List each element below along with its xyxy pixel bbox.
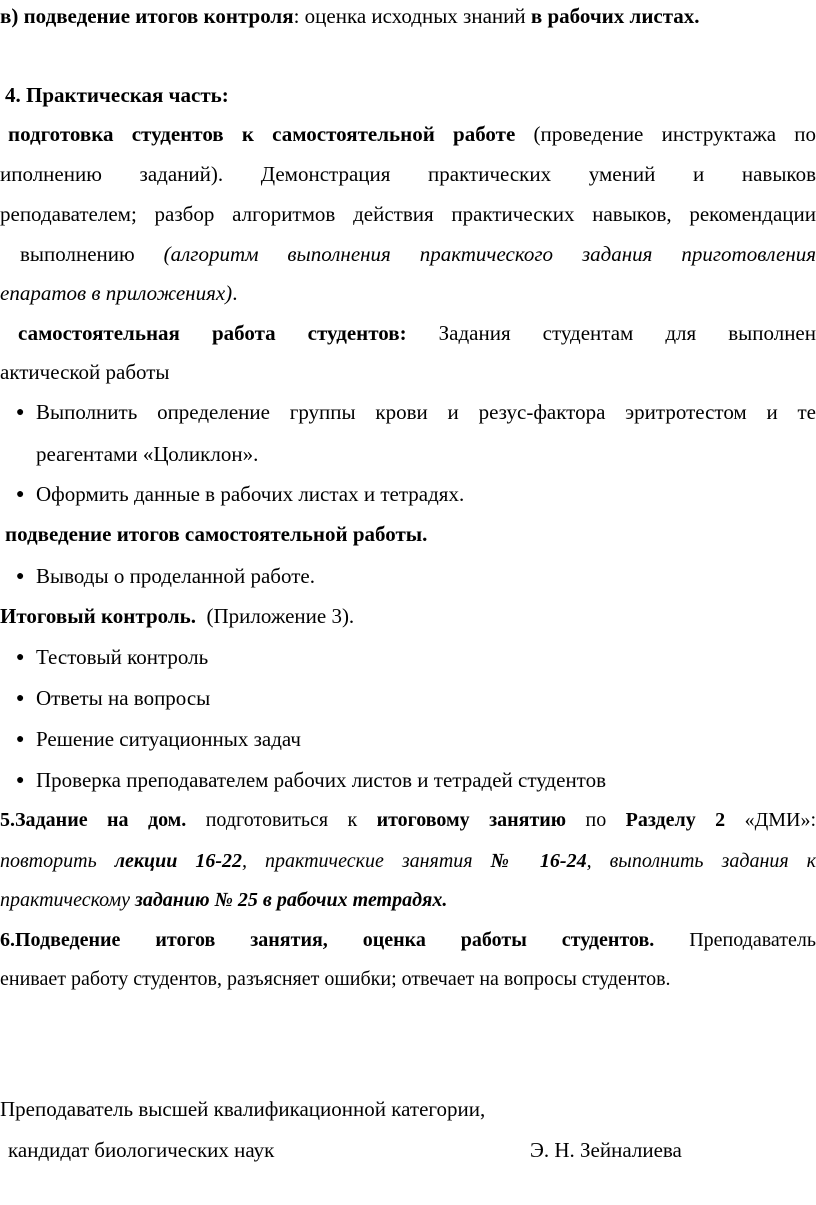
homework-line xyxy=(0,888,447,912)
heading-text: 4. Практическая часть: xyxy=(5,83,229,107)
bold-text: 6.Подведение итогов занятия, оценка работы студентов. xyxy=(0,929,655,951)
paragraph-line: иполнению заданий). Демонстрация практических умений и навыков xyxy=(0,162,816,186)
bold-text: 5.Задание на дом. xyxy=(0,809,187,831)
paragraph-line: актической работы xyxy=(0,360,170,384)
bullet-icon: ● xyxy=(16,569,25,584)
paragraph-line xyxy=(20,242,816,266)
signature-name: Э. Н. Зейналиева xyxy=(530,1138,682,1162)
bold-text: итоговому занятию xyxy=(376,809,567,831)
bullet-icon: ● xyxy=(16,405,25,420)
text: «ДМИ»: xyxy=(725,809,816,831)
paragraph-line xyxy=(0,281,237,305)
text: выполнению xyxy=(20,242,164,266)
bold-text: подготовка студентов к самостоятельной работе xyxy=(8,122,516,146)
list-item: Решение ситуационных задач xyxy=(36,727,301,751)
summary-line: енивает работу студентов, разъясняет ошибки; отвечает на вопросы студентов. xyxy=(0,968,671,990)
text: . xyxy=(232,281,238,305)
list-item: Проверка преподавателем рабочих листов и тетрадей студентов xyxy=(36,768,606,792)
bold-text: самостоятельная работа студентов: xyxy=(18,321,407,345)
list-item-continuation: реагентами «Цоликлон». xyxy=(36,442,259,466)
text: : оценка исходных знаний xyxy=(293,4,531,28)
bold-text: в) подведение итогов контроля xyxy=(0,4,294,28)
text: по xyxy=(566,809,626,831)
paragraph-line xyxy=(18,321,816,345)
italic-text: , практические занятия xyxy=(242,850,491,872)
bullet-icon: ● xyxy=(16,732,25,747)
text: Преподаватель xyxy=(654,929,816,951)
homework-line xyxy=(0,808,816,832)
bold-italic-text: заданию № 25 в рабочих тетрадях. xyxy=(135,889,448,911)
text: (проведение инструктажа по xyxy=(515,122,816,146)
list-item: Ответы на вопросы xyxy=(36,686,211,710)
paragraph-line: реподавателем; разбор алгоритмов действия практических навыков, рекомендации xyxy=(0,202,816,226)
italic-text: повторить xyxy=(0,850,115,872)
bold-text: в рабочих листах. xyxy=(530,4,700,28)
bullet-icon: ● xyxy=(16,691,25,706)
bullet-icon: ● xyxy=(16,487,25,502)
italic-text: практическому xyxy=(0,889,136,911)
signature-degree: кандидат биологических наук xyxy=(8,1138,275,1162)
bold-italic-text: № 16-24 xyxy=(490,850,587,872)
bold-text: Разделу 2 xyxy=(625,809,726,831)
final-control-heading xyxy=(0,604,354,628)
bold-italic-text: лекции 16-22 xyxy=(114,850,243,872)
control-summary-line xyxy=(0,4,700,28)
subheading xyxy=(5,522,427,546)
bold-text: подведение итогов самостоятельной работы. xyxy=(5,522,428,546)
text: (Приложение 3). xyxy=(195,604,355,628)
bold-text: Итоговый контроль. xyxy=(0,604,196,628)
signature-title: Преподаватель высшей квалификационной категории, xyxy=(0,1097,486,1121)
italic-text: (алгоритм выполнения практического задания приготовления xyxy=(163,242,816,266)
list-item: Тестовый контроль xyxy=(36,645,209,669)
homework-line xyxy=(0,849,816,873)
paragraph-line xyxy=(8,122,816,146)
italic-text: епаратов в приложениях) xyxy=(0,281,233,305)
summary-line xyxy=(0,928,816,952)
text: подготовиться к xyxy=(186,809,377,831)
list-item: Выполнить определение группы крови и резус-фактора эритротестом и те xyxy=(36,400,816,424)
list-item: Выводы о проделанной работе. xyxy=(36,564,315,588)
bullet-icon: ● xyxy=(16,773,25,788)
text: Задания студентам для выполнен xyxy=(406,321,816,345)
list-item: Оформить данные в рабочих листах и тетрадях. xyxy=(36,482,465,506)
italic-text: , выполнить задания к xyxy=(586,850,816,872)
section-heading-practical xyxy=(5,83,229,107)
bullet-icon: ● xyxy=(16,650,25,665)
